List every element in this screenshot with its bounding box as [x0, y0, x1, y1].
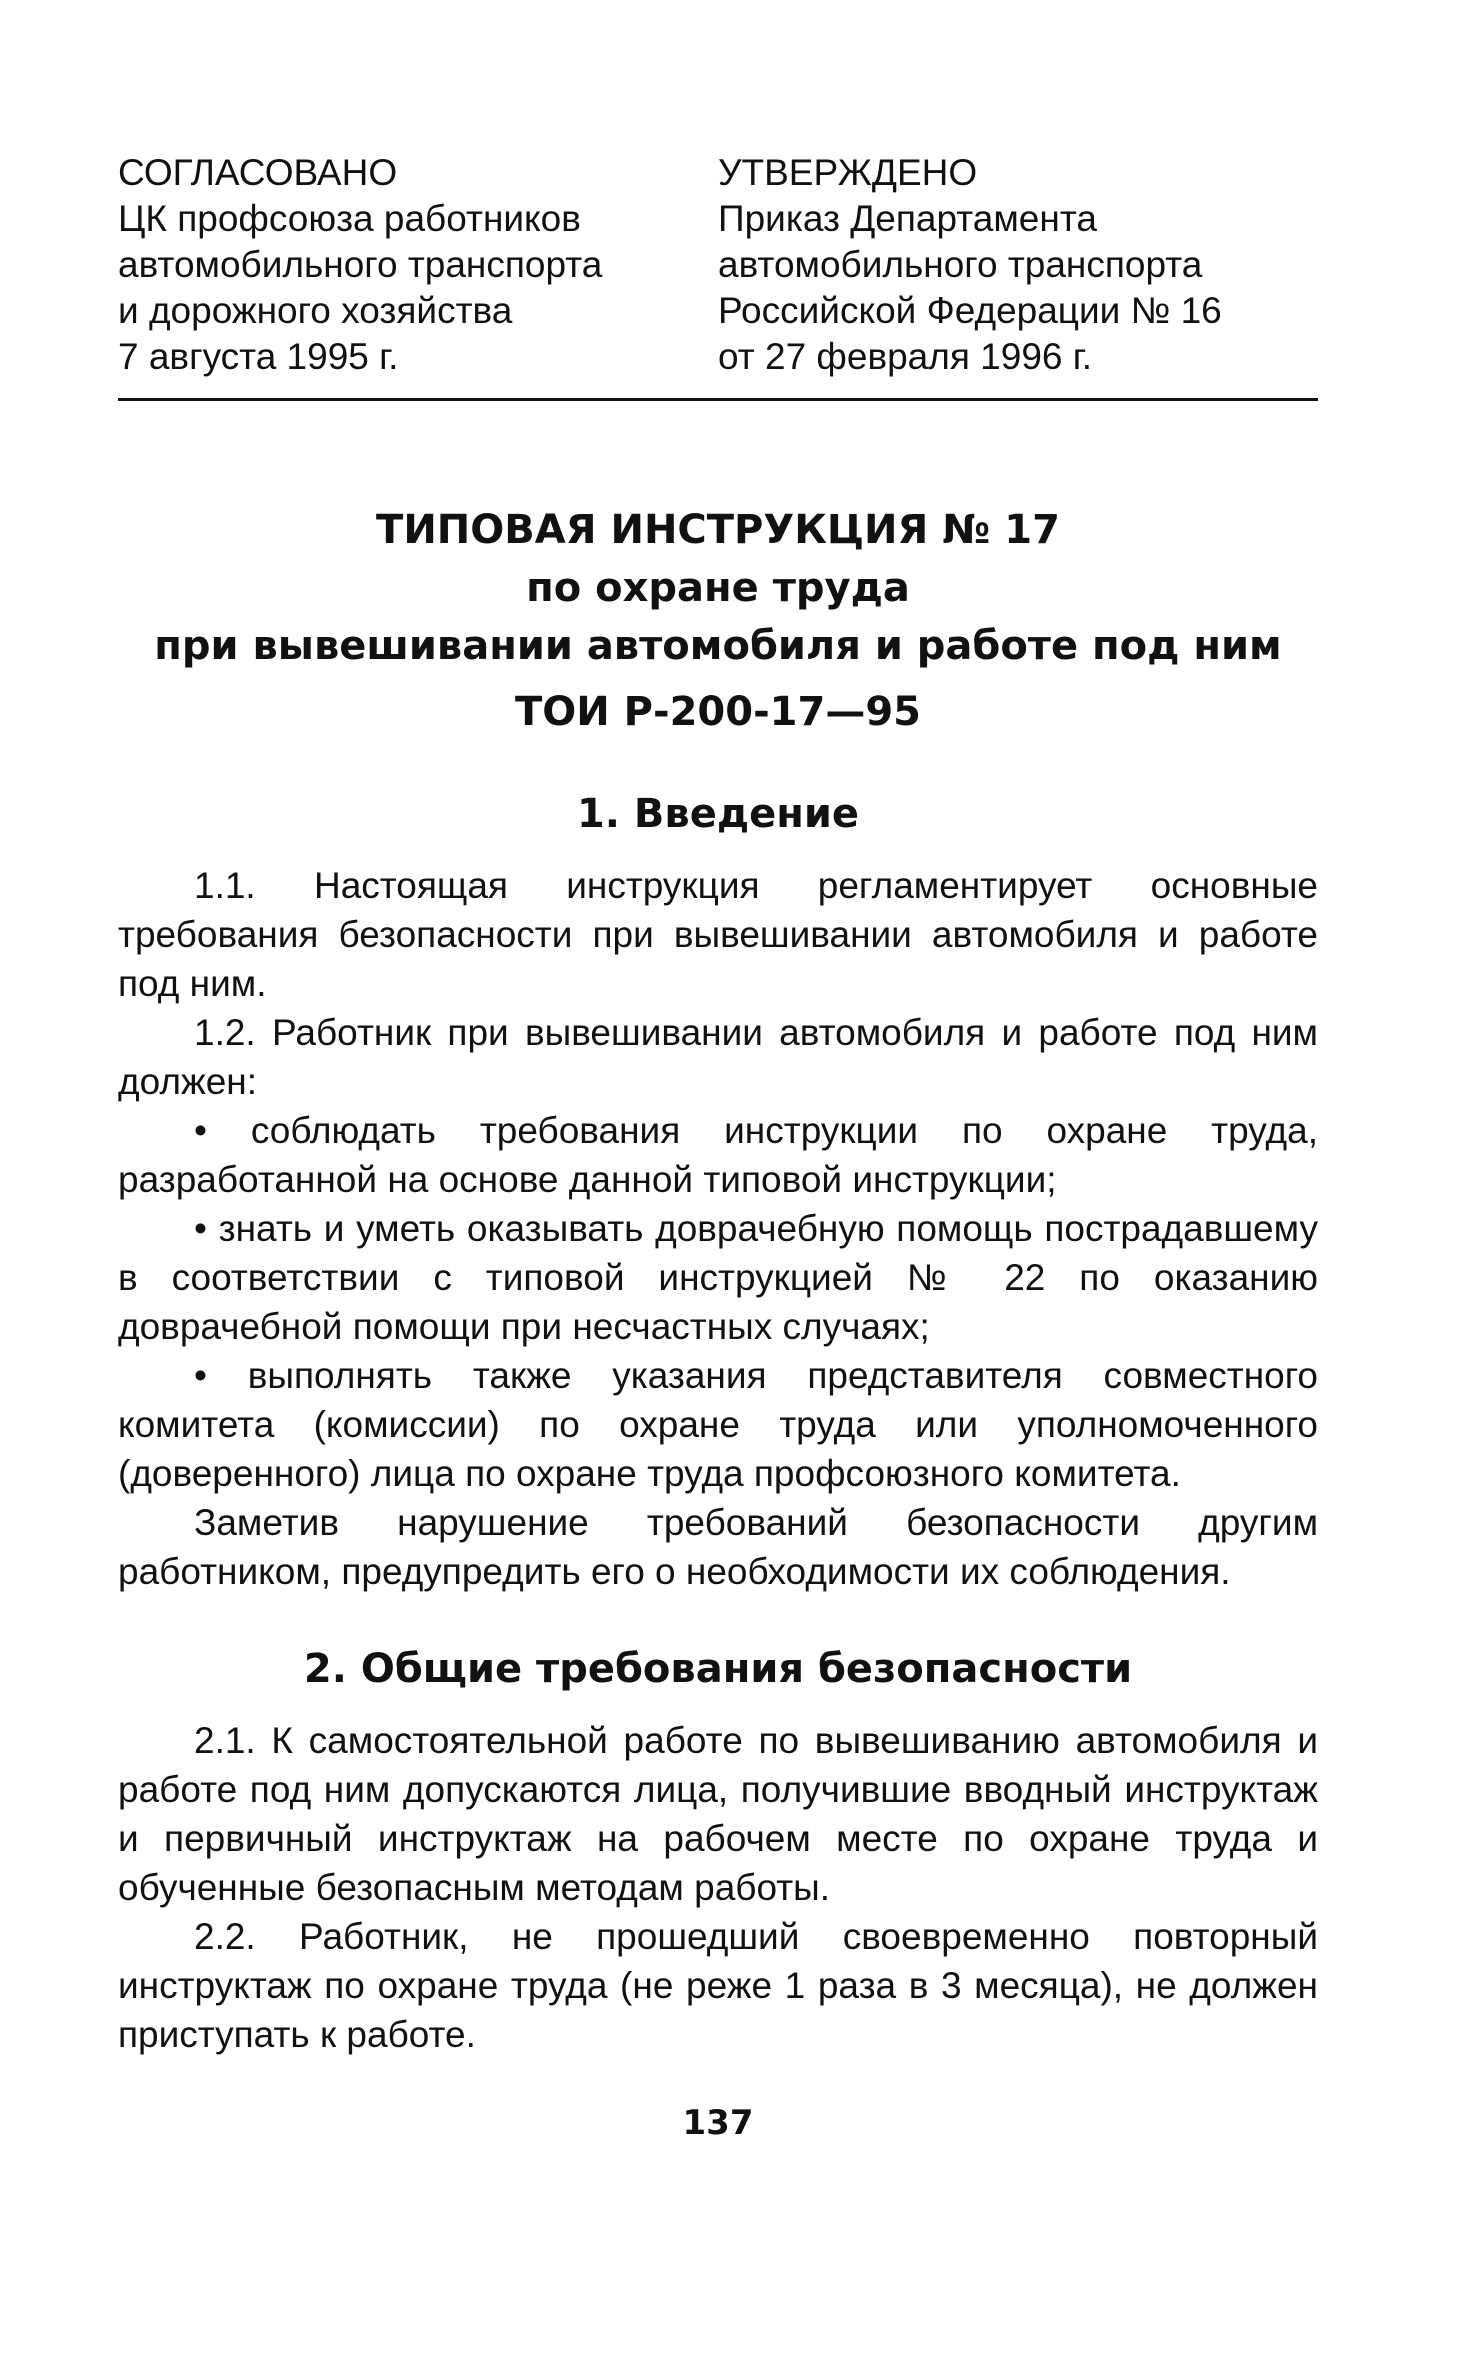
page-number: 137 [682, 2103, 754, 2143]
bullet-item: • знать и уметь оказывать доврачебную помощь пострадавшему в соответствии с типовой инструкцией № 22 по оказанию доврачебной помощи при несчастных случаях; [118, 1208, 1318, 1347]
title-line: по охране труда [526, 565, 910, 611]
agreed-block [118, 150, 678, 380]
document-page [118, 150, 1318, 2143]
paragraph: 1.2. Работник при вывешивании автомобиля и работе под ним должен: [118, 1012, 1318, 1102]
agreed-line: автомобильного транспорта [118, 244, 603, 285]
approved-label: УТВЕРЖДЕНО [718, 152, 978, 193]
agreed-line: и дорожного хозяйства [118, 290, 513, 331]
approved-block [678, 150, 1318, 380]
paragraph: 2.1. К самостоятельной работе по вывешиванию автомобиля и работе под ним допускаются лица, получившие вводный инструктаж и первичный инструктаж на рабочем месте по охране труда и обученные безопасным методам работы. [118, 1720, 1318, 1908]
approved-date: от 27 февраля 1996 г. [718, 336, 1093, 377]
agreed-label: СОГЛАСОВАНО [118, 152, 398, 193]
agreed-date: 7 августа 1995 г. [118, 336, 399, 377]
approved-line: Приказ Департамента [718, 198, 1097, 239]
document-code: ТОИ Р-200-17—95 [514, 689, 922, 735]
paragraph: 2.2. Работник, не прошедший своевременно повторный инструктаж по охране труда (не реже 1 раза в 3 месяца), не должен приступать к работе. [118, 1916, 1318, 2055]
section-body [118, 1716, 1318, 2059]
header-divider [118, 398, 1318, 401]
paragraph: Заметив нарушение требований безопасности другим работником, предупредить его о необходимости их соблюдения. [118, 1502, 1318, 1592]
bullet-item: • соблюдать требования инструкции по охране труда, разработанной на основе данной типовой инструкции; [118, 1110, 1318, 1200]
title-line: ТИПОВАЯ ИНСТРУКЦИЯ № 17 [376, 507, 1060, 553]
approved-line: Российской Федерации № 16 [718, 290, 1222, 331]
approved-line: автомобильного транспорта [718, 244, 1203, 285]
document-title [118, 501, 1318, 741]
agreed-line: ЦК профсоюза работников [118, 198, 581, 239]
paragraph: 1.1. Настоящая инструкция регламентирует основные требования безопасности при вывешивании автомобиля и работе под ним. [118, 865, 1318, 1004]
bullet-item: • выполнять также указания представителя совместного комитета (комиссии) по охране труда или уполномоченного (доверенного) лица по охране труда профсоюзного комитета. [118, 1355, 1318, 1494]
approval-header [118, 150, 1318, 380]
section-body [118, 861, 1318, 1596]
section-heading: 2. Общие требования безопасности [303, 1646, 1133, 1692]
title-line: при вывешивании автомобиля и работе под ним [154, 623, 1282, 669]
section-heading: 1. Введение [576, 791, 860, 837]
